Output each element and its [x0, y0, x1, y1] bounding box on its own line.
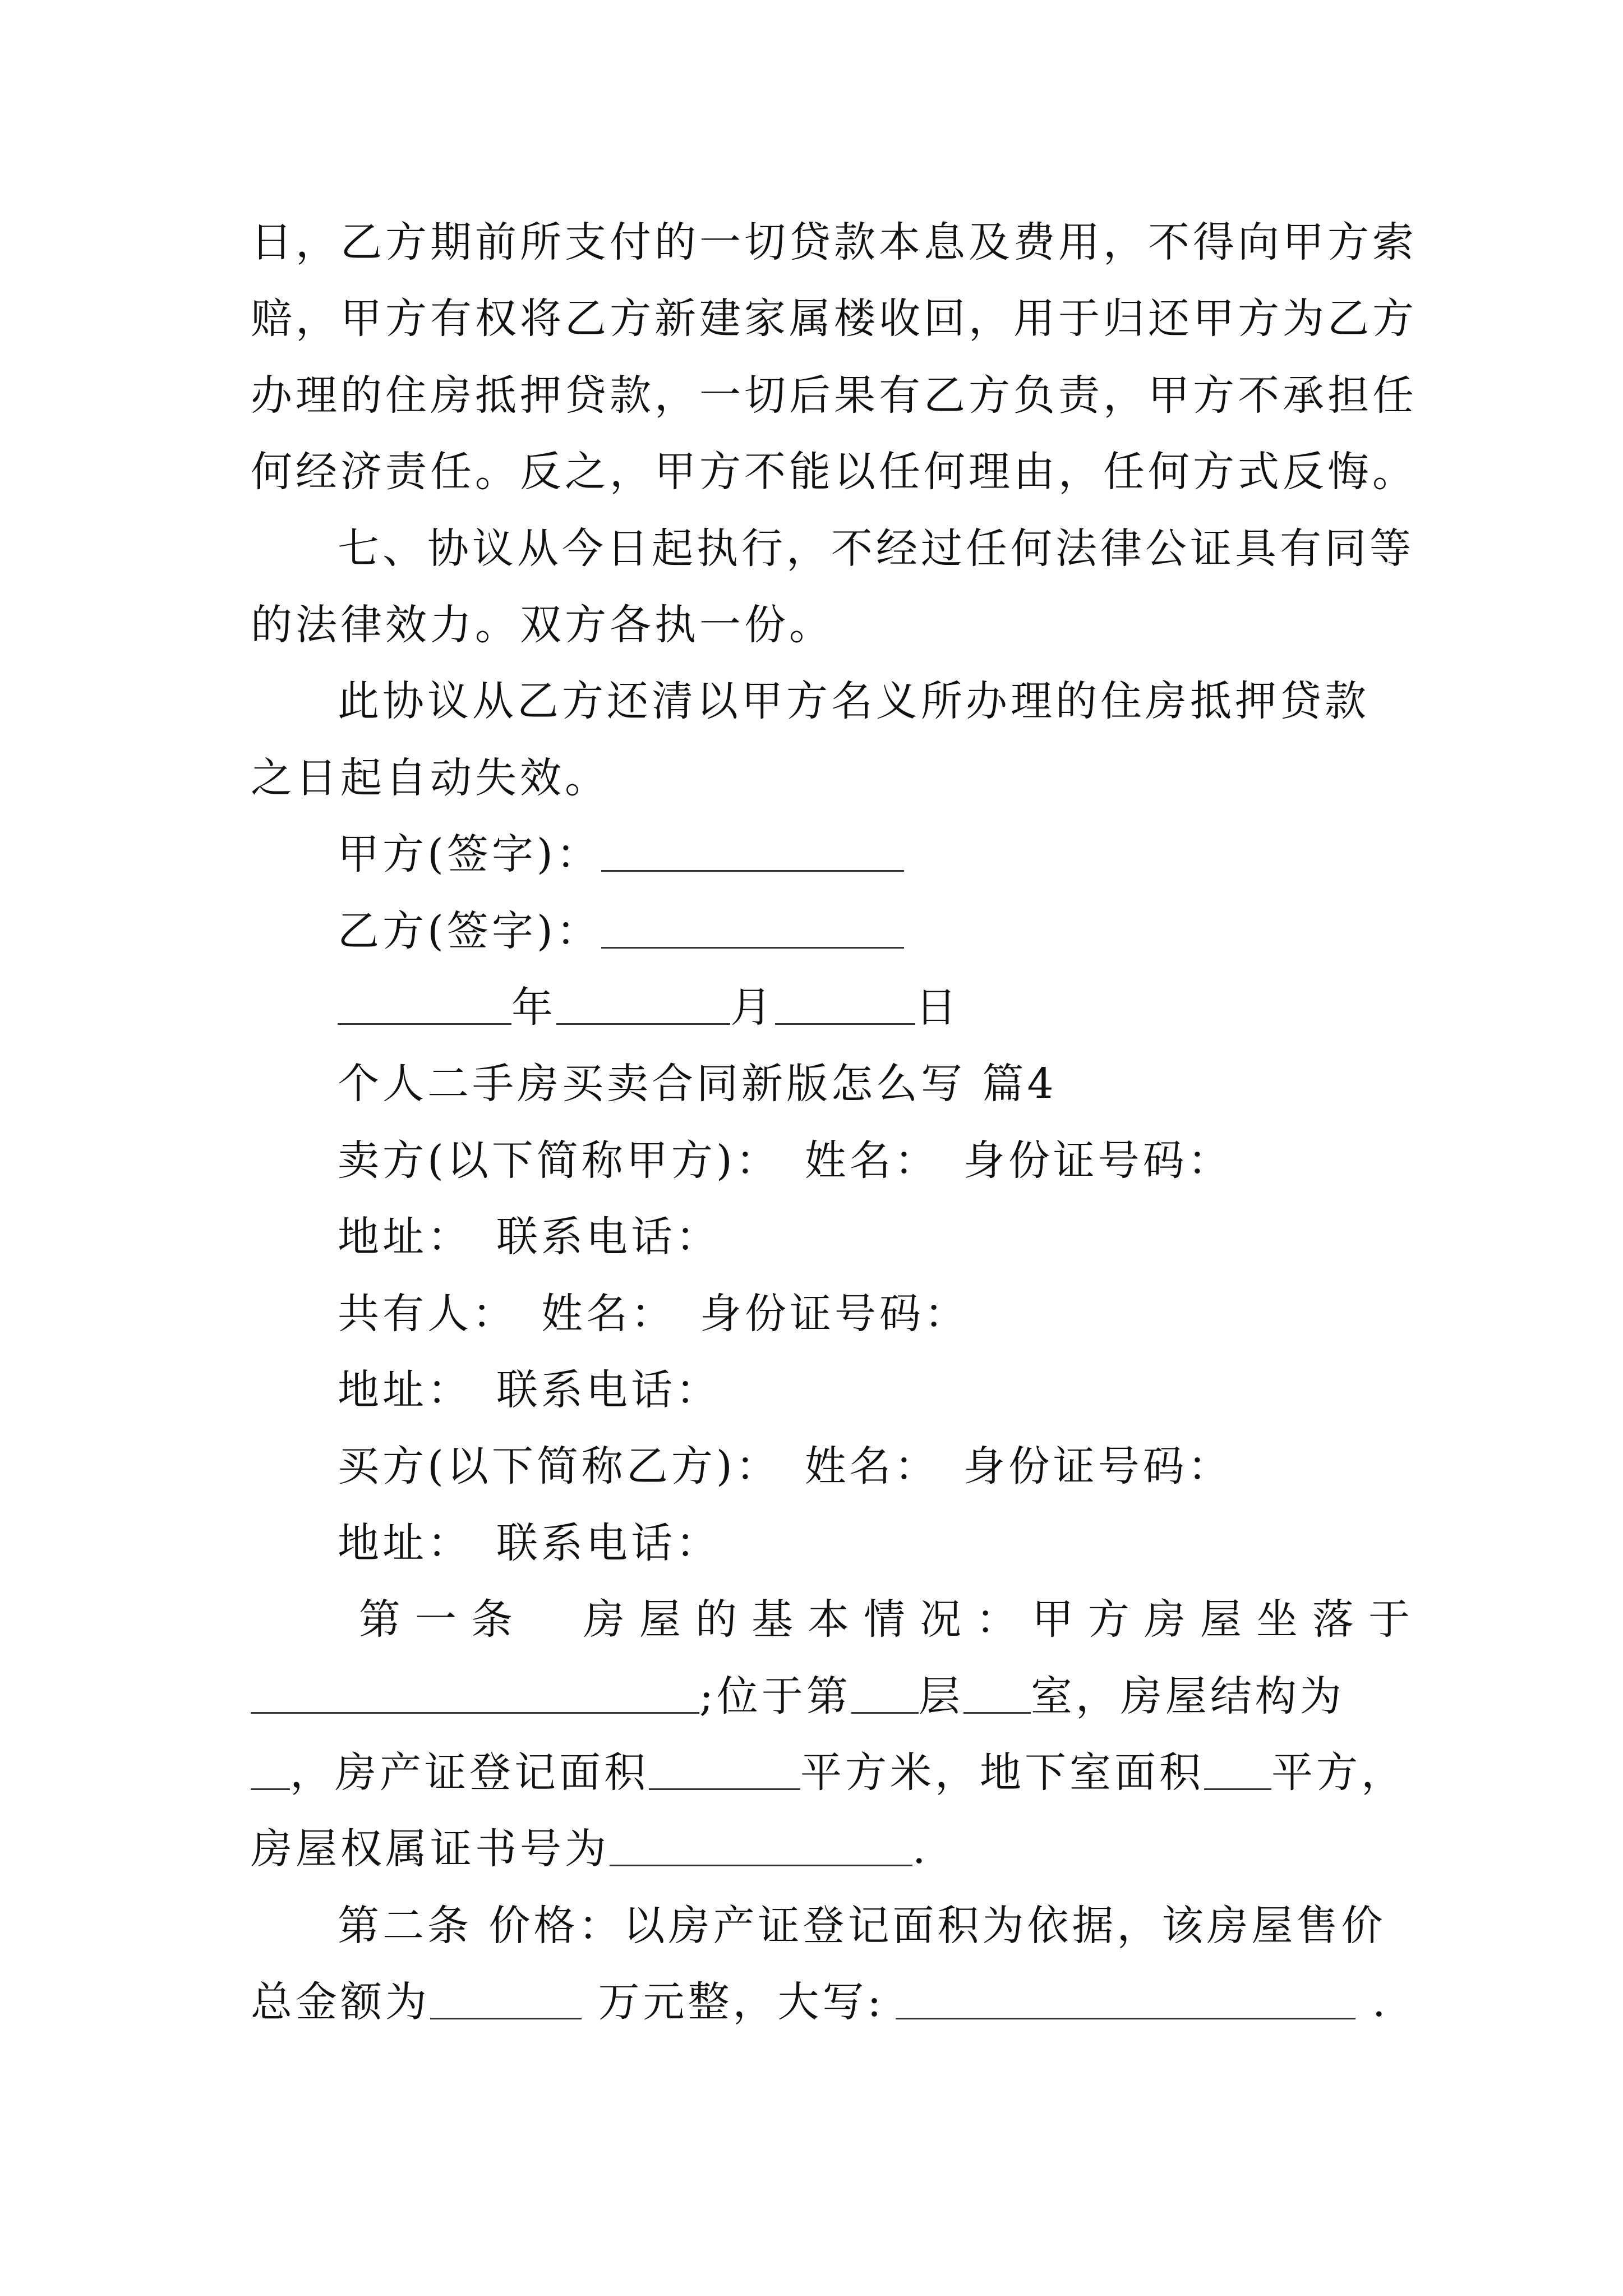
- article-1-line: [251, 1821, 1378, 1877]
- floor-blank: [851, 1677, 919, 1714]
- date-line: [338, 979, 1378, 1036]
- day-blank: [775, 988, 915, 1025]
- year-blank: [338, 988, 511, 1025]
- paragraph-line: 之日起自动失效。: [251, 754, 610, 802]
- date-month-label: 月: [730, 983, 775, 1032]
- structure-blank: [251, 1754, 290, 1790]
- article-2-heading: 第二条 价格：以房产证登记面积为依据，该房屋售价: [338, 1902, 1386, 1950]
- price-blank: [430, 1983, 582, 2019]
- section-title: 个人二手房买卖合同新版怎么写 篇4: [338, 1060, 1057, 1108]
- buyer-line: 买方(以下简称乙方)： 姓名： 身份证号码：: [338, 1442, 1233, 1490]
- price-uppercase-blank: [896, 1983, 1355, 2019]
- article-text: 平方米，地下室面积: [800, 1749, 1204, 1797]
- paragraph-line: 日，乙方期前所支付的一切贷款本息及费用，不得向甲方索: [251, 218, 1417, 266]
- article-1-line: [251, 1745, 1406, 1801]
- location-blank: [251, 1677, 699, 1714]
- seller-address-line: 地址： 联系电话：: [338, 1213, 721, 1261]
- signature-blank: [601, 912, 904, 949]
- month-blank: [556, 988, 730, 1025]
- article-text: 万元整，大写:: [582, 1978, 885, 2026]
- article-text: 平方，: [1271, 1749, 1406, 1797]
- room-blank: [963, 1677, 1031, 1714]
- signature-label: 甲方(签字)：: [338, 830, 601, 878]
- buyer-address-line: 地址： 联系电话：: [338, 1519, 721, 1567]
- paragraph-line: 赔，甲方有权将乙方新建家属楼收回，用于归还甲方为乙方: [251, 295, 1417, 343]
- date-year-label: 年: [511, 983, 556, 1032]
- area-blank: [649, 1754, 800, 1790]
- paragraph-line: 办理的住房抵押贷款，一切后果有乙方负责，甲方不承担任: [251, 371, 1417, 420]
- article-1-line: [251, 1668, 1378, 1724]
- article-1-heading: 第一条 房屋的基本情况：甲方房屋坐落于: [359, 1595, 1424, 1644]
- paragraph-line: 此协议从乙方还清以甲方名义所办理的住房抵押贷款: [338, 677, 1370, 725]
- article-text: ;位于第: [699, 1672, 851, 1720]
- co-owner-address-line: 地址： 联系电话：: [338, 1366, 721, 1414]
- article-text: 总金额为: [251, 1978, 430, 2026]
- paragraph-line: 的法律效力。双方各执一份。: [251, 601, 834, 649]
- article-text: ，房产证登记面积: [290, 1749, 649, 1797]
- date-day-label: 日: [915, 983, 960, 1032]
- certificate-number-blank: [610, 1830, 912, 1866]
- article-2-line: [251, 1974, 1389, 2030]
- signature-line-party-a: [338, 826, 1378, 882]
- signature-blank: [601, 835, 904, 872]
- seller-line: 卖方(以下简称甲方)： 姓名： 身份证号码：: [338, 1137, 1233, 1185]
- paragraph-line: 七、协议从今日起执行，不经过任何法律公证具有同等: [338, 524, 1414, 573]
- article-text: 层: [918, 1672, 963, 1720]
- signature-line-party-b: [338, 903, 1378, 959]
- paragraph-line: 何经济责任。反之，甲方不能以任何理由，任何方式反悔。: [251, 448, 1417, 496]
- signature-label: 乙方(签字)：: [338, 907, 601, 955]
- article-text: .: [1355, 1978, 1389, 2026]
- basement-area-blank: [1204, 1754, 1271, 1790]
- co-owner-line: 共有人： 姓名： 身份证号码：: [338, 1290, 969, 1338]
- article-text: .: [912, 1825, 929, 1873]
- article-text: 房屋权属证书号为: [251, 1825, 610, 1873]
- article-text: 室，房屋结构为: [1030, 1672, 1345, 1720]
